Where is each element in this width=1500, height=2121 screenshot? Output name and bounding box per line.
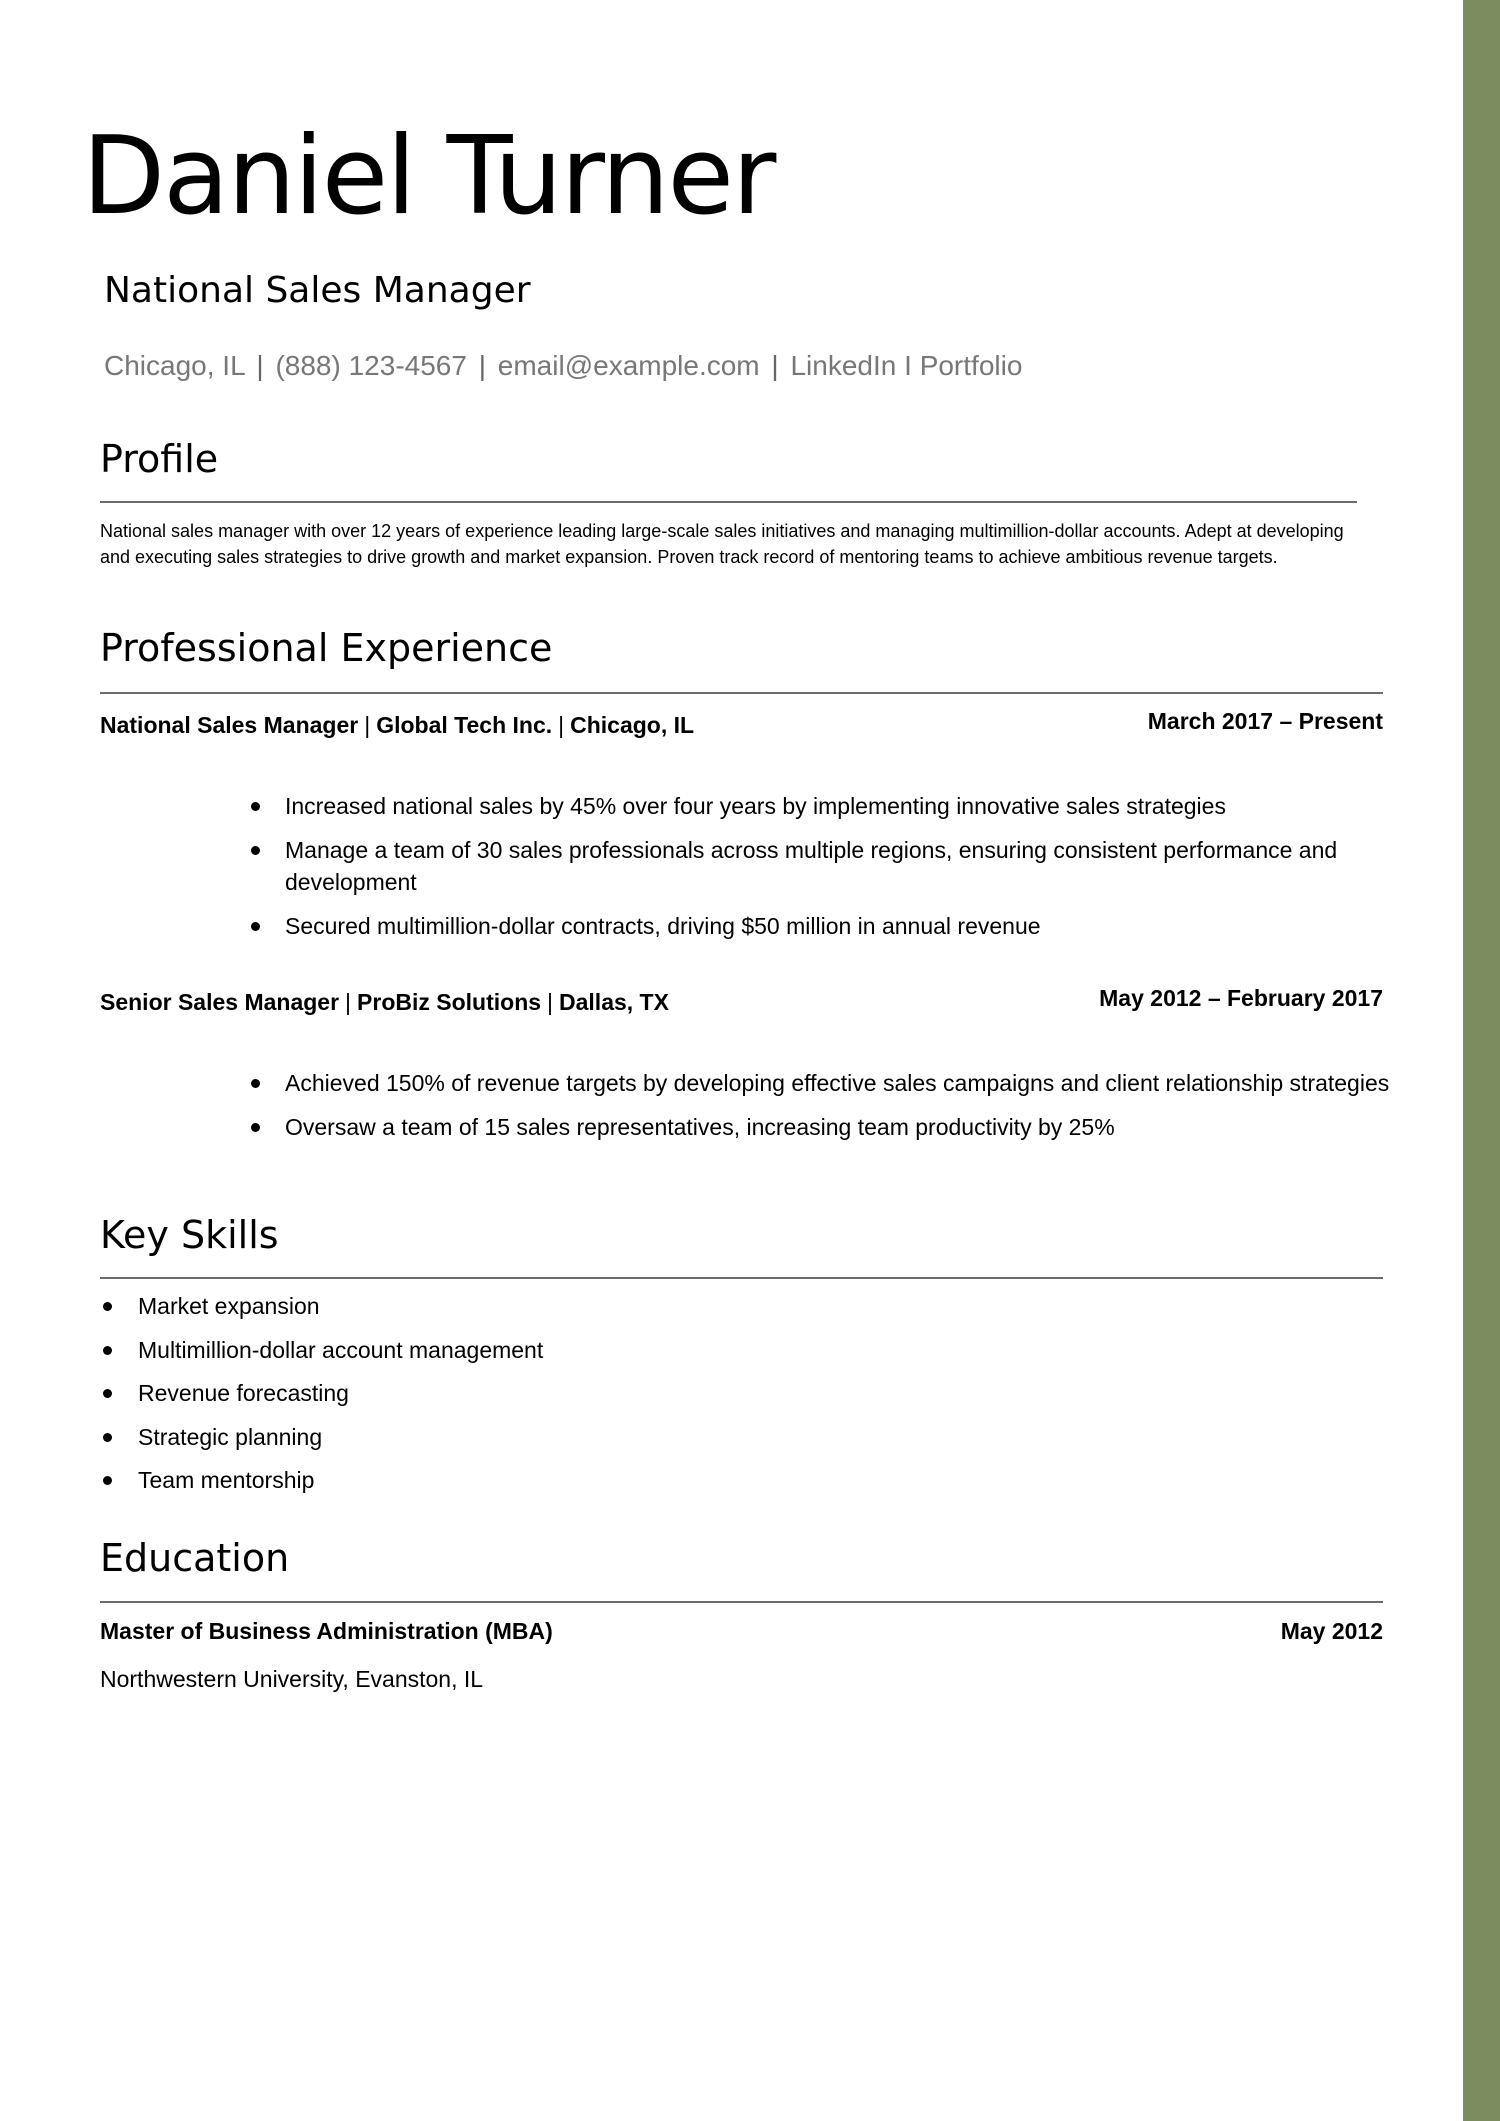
contact-separator: I — [904, 350, 912, 381]
list-item: Increased national sales by 45% over four years by implementing innovative sales strategies — [285, 790, 1405, 822]
education-heading: Education — [100, 1536, 290, 1580]
job-company: ProBiz Solutions — [357, 989, 542, 1015]
contact-separator: | — [256, 350, 264, 381]
list-item: Revenue forecasting — [138, 1377, 543, 1421]
candidate-title: National Sales Manager — [104, 270, 531, 311]
accent-side-bar — [1463, 0, 1500, 2121]
contact-email: email@example.com — [497, 350, 760, 381]
job-company: Global Tech Inc. — [376, 712, 553, 738]
list-item: Multimillion-dollar account management — [138, 1334, 543, 1378]
education-school: Northwestern University, Evanston, IL — [100, 1666, 484, 1692]
job-achievements-list — [285, 1067, 1405, 1155]
job-separator: | — [558, 712, 565, 738]
list-item: Secured multimillion-dollar contracts, driving $50 million in annual revenue — [285, 910, 1405, 942]
experience-divider — [100, 692, 1383, 694]
profile-divider — [100, 501, 1357, 503]
contact-location: Chicago, IL — [104, 350, 245, 381]
job-header — [100, 708, 1383, 742]
job-achievements-list — [285, 790, 1405, 954]
skills-heading: Key Skills — [100, 1213, 279, 1257]
contact-phone: (888) 123-4567 — [275, 350, 467, 381]
skills-list — [138, 1290, 543, 1508]
job-separator: | — [345, 989, 352, 1015]
job-role: Senior Sales Manager — [100, 989, 340, 1015]
list-item: Market expansion — [138, 1290, 543, 1334]
job-dates: March 2017 – Present — [1147, 708, 1383, 734]
list-item: Strategic planning — [138, 1421, 543, 1465]
contact-portfolio: Portfolio — [919, 350, 1023, 381]
job-title-line — [100, 985, 669, 1019]
contact-linkedin: LinkedIn — [790, 350, 897, 381]
profile-summary: National sales manager with over 12 years of experience leading large-scale sales initiatives and managing multimillion-dollar accounts. Adept at developing and executing sales strategies to drive growth and market expansion. Proven track record of mentoring teams to achieve ambitious revenue targets. — [100, 521, 1344, 567]
job-role: National Sales Manager — [100, 712, 359, 738]
job-location: Chicago, IL — [570, 712, 695, 738]
list-item: Oversaw a team of 15 sales representatives, increasing team productivity by 25% — [285, 1111, 1405, 1143]
experience-heading: Professional Experience — [100, 626, 553, 670]
job-separator: | — [364, 712, 371, 738]
list-item: Achieved 150% of revenue targets by developing effective sales campaigns and client relationship strategies — [285, 1067, 1405, 1099]
education-degree: Master of Business Administration (MBA) — [100, 1618, 553, 1644]
education-date: May 2012 — [1280, 1618, 1383, 1644]
job-location: Dallas, TX — [559, 989, 669, 1015]
education-divider — [100, 1601, 1383, 1603]
contact-separator: | — [478, 350, 486, 381]
skills-divider — [100, 1277, 1383, 1279]
contact-line — [104, 348, 1022, 384]
list-item: Manage a team of 30 sales professionals across multiple regions, ensuring consistent performance and development — [285, 834, 1405, 898]
job-title-line — [100, 708, 694, 742]
job-separator: | — [547, 989, 554, 1015]
list-item: Team mentorship — [138, 1464, 543, 1508]
contact-separator: | — [771, 350, 779, 381]
candidate-name: Daniel Turner — [82, 114, 775, 239]
education-entry — [100, 1614, 1383, 1648]
job-dates: May 2012 – February 2017 — [1099, 985, 1383, 1011]
profile-heading: Profile — [100, 437, 219, 481]
job-header — [100, 985, 1383, 1019]
